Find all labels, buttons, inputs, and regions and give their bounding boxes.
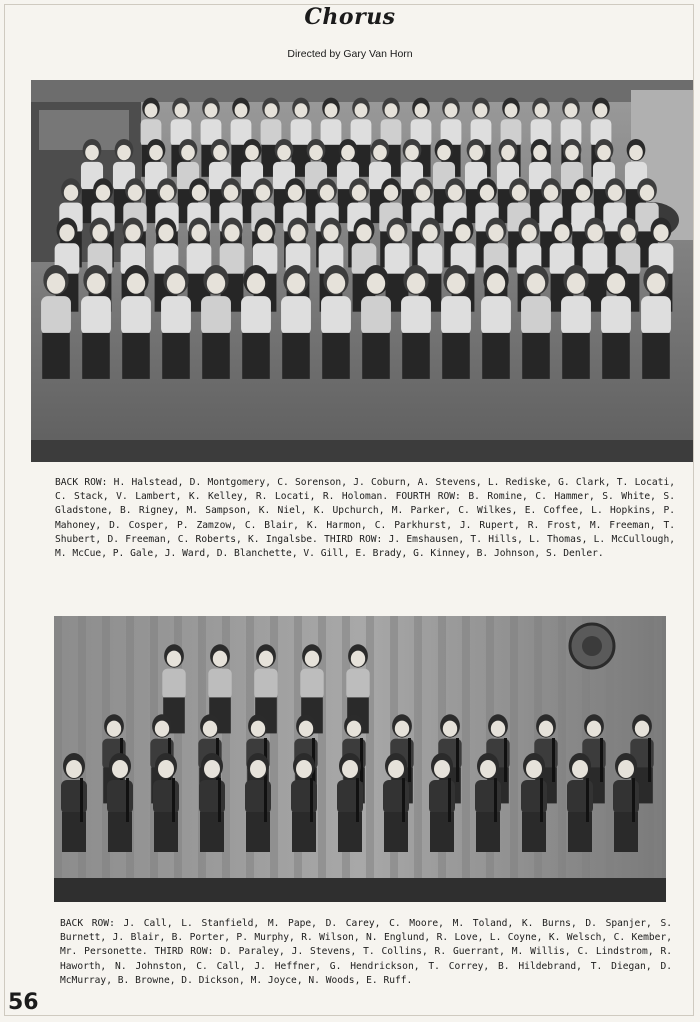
- person-figure: [81, 265, 111, 379]
- band-photo-graphic: [54, 616, 666, 902]
- person-figure: [441, 265, 471, 379]
- person-figure: [281, 265, 311, 379]
- person-figure: [383, 753, 409, 852]
- person-figure: [429, 753, 455, 852]
- band-group-photo: [54, 616, 666, 902]
- person-figure: [321, 265, 351, 379]
- person-figure: [291, 753, 317, 852]
- person-figure: [521, 753, 547, 852]
- page-title: Chorus: [304, 4, 396, 30]
- person-figure: [641, 265, 671, 379]
- person-figure: [561, 265, 591, 379]
- director-credit: Directed by Gary Van Horn: [287, 48, 413, 60]
- person-figure: [401, 265, 431, 379]
- person-figure: [521, 265, 551, 379]
- person-figure: [41, 265, 71, 379]
- person-figure: [567, 753, 593, 852]
- person-figure: [153, 753, 179, 852]
- chorus-caption: BACK ROW: H. Halstead, D. Montgomery, C. Sorenson, J. Coburn, A. Stevens, L. Rediske, G. Clark, T. Locati, C. Stack, V. Lambert, K. Kelley, R. Locati, R. Holoman. FOURTH ROW: B. Romine, C. Hammer, S. White, S. Gladstone, B. Rigney, M. Sampson, K. Niel, K. Upchurch, M. Parker, C. Wilkes, E. Coffee, L. Hopkins, P. Mahoney, D. Cosper, P. Zamzow, C. Blair, K. Harmon, C. Parkhurst, J. Rupert, R. Frost, M. Freeman, T. Shubert, D. Freeman, C. Roberts, K. Ingalsbe. THIRD ROW: J. Emshausen, T. Hills, L. Thomas, L. McCullough, M. McCue, P. Gale, J. Ward, D. Blanchette, V. Gill, E. Brady, G. Kinney, B. Johnson, S. Denler.: [55, 477, 675, 560]
- person-figure: [337, 753, 363, 852]
- person-figure: [613, 753, 639, 852]
- person-figure: [199, 753, 225, 852]
- person-figure: [601, 265, 631, 379]
- person-figure: [201, 265, 231, 379]
- band-caption: BACK ROW: J. Call, L. Stanfield, M. Pape, D. Carey, C. Moore, M. Toland, K. Burns, D. Spanjer, S. Burnett, J. Blair, B. Porter, P. Murphy, R. Wilson, N. Englund, R. Love, L. Coyne, K. Welsch, C. Kember, Mr. Personette. THIRD ROW: D. Paraley, J. Stevens, T. Collins, R. Guerrant, M. Willis, C. Lindstrom, R. Haworth, N. Johnston, C. Call, J. Heffner, G. Hendrickson, T. Correy, B. Hildebrand, T. Diegan, D. McMurray, B. Browne, D. Dickson, M. Joyce, N. Woods, E. Ruff.: [60, 918, 672, 986]
- person-figure: [245, 753, 271, 852]
- person-figure: [481, 265, 511, 379]
- person-figure: [61, 753, 87, 852]
- person-figure: [361, 265, 391, 379]
- person-figure: [107, 753, 133, 852]
- person-figure: [241, 265, 271, 379]
- chorus-photo-graphic: [31, 80, 693, 462]
- person-figure: [121, 265, 151, 379]
- page-number: 56: [8, 990, 39, 1015]
- chorus-group-photo: [31, 80, 693, 462]
- person-figure: [161, 265, 191, 379]
- person-figure: [475, 753, 501, 852]
